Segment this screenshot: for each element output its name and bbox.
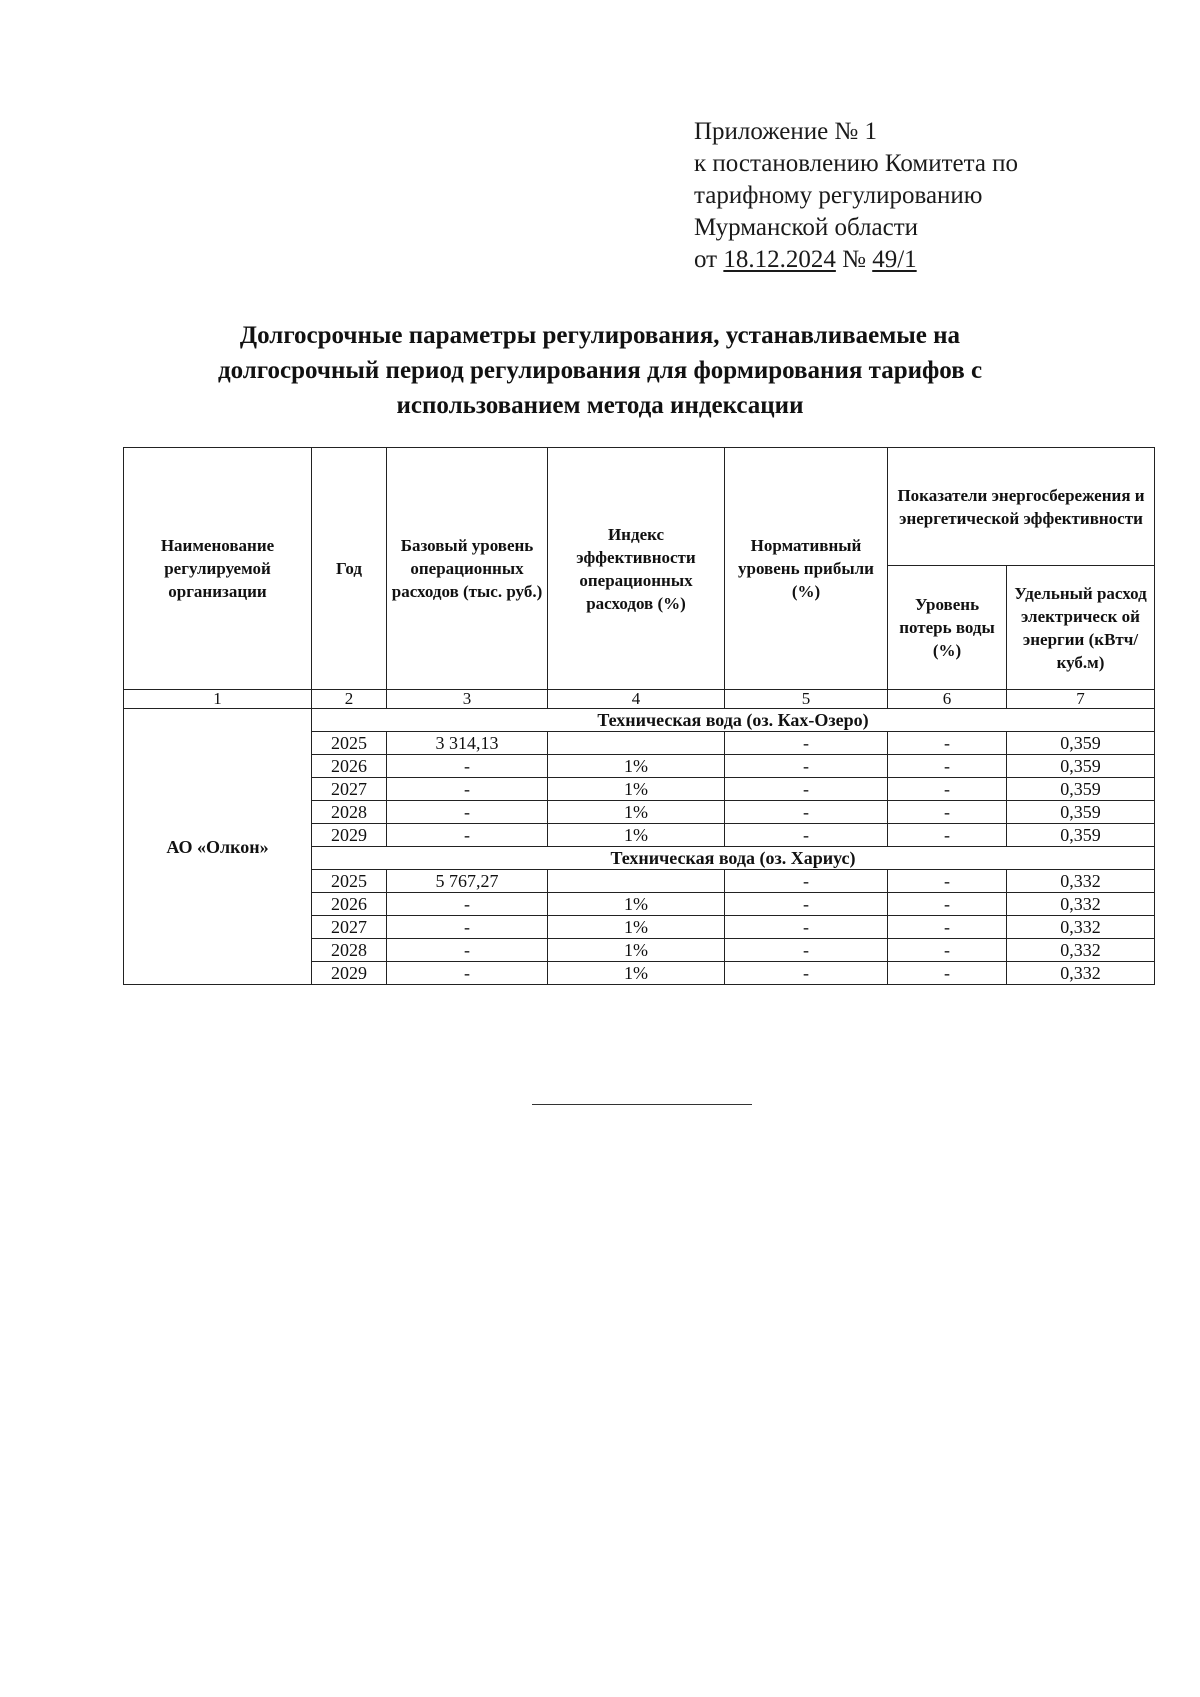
cell-loss: -	[888, 732, 1007, 755]
cell-index: 1%	[548, 755, 725, 778]
cell-index	[548, 732, 725, 755]
appendix-line: тарифному регулированию	[694, 182, 983, 209]
header-water-loss: Уровень потерь воды (%)	[888, 566, 1007, 690]
cell-base: -	[387, 801, 548, 824]
cell-specific: 0,359	[1007, 778, 1155, 801]
cell-loss: -	[888, 801, 1007, 824]
resolution-date: 18.12.2024	[723, 246, 836, 273]
column-number: 2	[312, 690, 387, 709]
column-number: 3	[387, 690, 548, 709]
organization-name: АО «Олкон»	[124, 709, 312, 985]
cell-specific: 0,359	[1007, 755, 1155, 778]
cell-base: 5 767,27	[387, 870, 548, 893]
column-number: 6	[888, 690, 1007, 709]
cell-index: 1%	[548, 962, 725, 985]
parameters-table	[123, 447, 1155, 985]
cell-base: -	[387, 824, 548, 847]
cell-year: 2025	[312, 870, 387, 893]
cell-profit: -	[725, 916, 888, 939]
cell-loss: -	[888, 870, 1007, 893]
cell-loss: -	[888, 916, 1007, 939]
cell-specific: 0,359	[1007, 824, 1155, 847]
header-energy-indicators: Показатели энергосбережения и энергетической эффективности	[888, 448, 1155, 566]
cell-specific: 0,332	[1007, 939, 1155, 962]
cell-specific: 0,332	[1007, 893, 1155, 916]
cell-profit: -	[725, 755, 888, 778]
cell-year: 2027	[312, 778, 387, 801]
header-base-opex: Базовый уровень операционных расходов (тыс. руб.)	[387, 448, 548, 690]
column-number: 7	[1007, 690, 1155, 709]
appendix-line: Приложение № 1	[694, 118, 878, 145]
cell-profit: -	[725, 939, 888, 962]
cell-base: 3 314,13	[387, 732, 548, 755]
section-title: Техническая вода (оз. Хариус)	[312, 847, 1155, 870]
document-title	[150, 318, 1050, 423]
title-line: долгосрочный период регулирования для формирования тарифов с	[217, 357, 983, 384]
header-year: Год	[312, 448, 387, 690]
cell-year: 2025	[312, 732, 387, 755]
cell-loss: -	[888, 939, 1007, 962]
cell-profit: -	[725, 801, 888, 824]
date-prefix: от	[694, 246, 724, 273]
cell-profit: -	[725, 870, 888, 893]
cell-index: 1%	[548, 824, 725, 847]
cell-year: 2028	[312, 801, 387, 824]
cell-specific: 0,332	[1007, 870, 1155, 893]
cell-year: 2029	[312, 962, 387, 985]
cell-base: -	[387, 962, 548, 985]
cell-index: 1%	[548, 778, 725, 801]
appendix-line: Мурманской области	[694, 214, 919, 241]
appendix-line: к постановлению Комитета по	[694, 150, 1019, 177]
appendix-block	[694, 116, 1018, 276]
header-specific-consumption: Удельный расход электрическ ой энергии (кВтч/куб.м)	[1007, 566, 1155, 690]
cell-specific: 0,332	[1007, 962, 1155, 985]
cell-profit: -	[725, 778, 888, 801]
header-org: Наименование регулируемой организации	[124, 448, 312, 690]
cell-year: 2029	[312, 824, 387, 847]
cell-loss: -	[888, 962, 1007, 985]
header-profit-level: Нормативный уровень прибыли (%)	[725, 448, 888, 690]
cell-base: -	[387, 755, 548, 778]
cell-index	[548, 870, 725, 893]
cell-year: 2027	[312, 916, 387, 939]
cell-specific: 0,332	[1007, 916, 1155, 939]
cell-index: 1%	[548, 916, 725, 939]
cell-loss: -	[888, 755, 1007, 778]
cell-base: -	[387, 939, 548, 962]
cell-base: -	[387, 778, 548, 801]
cell-loss: -	[888, 824, 1007, 847]
column-number: 1	[124, 690, 312, 709]
cell-base: -	[387, 893, 548, 916]
cell-loss: -	[888, 778, 1007, 801]
number-prefix: №	[835, 246, 873, 273]
cell-loss: -	[888, 893, 1007, 916]
resolution-number: 49/1	[872, 246, 917, 273]
cell-specific: 0,359	[1007, 732, 1155, 755]
column-number: 4	[548, 690, 725, 709]
cell-base: -	[387, 916, 548, 939]
cell-profit: -	[725, 824, 888, 847]
cell-index: 1%	[548, 893, 725, 916]
cell-year: 2026	[312, 755, 387, 778]
title-line: использованием метода индексации	[396, 392, 804, 419]
appendix-date-line	[694, 244, 1018, 276]
header-efficiency-index: Индекс эффективности операционных расходов (%)	[548, 448, 725, 690]
column-number: 5	[725, 690, 888, 709]
cell-index: 1%	[548, 939, 725, 962]
cell-profit: -	[725, 962, 888, 985]
cell-index: 1%	[548, 801, 725, 824]
section-title: Техническая вода (оз. Ках-Озеро)	[312, 709, 1155, 732]
cell-profit: -	[725, 893, 888, 916]
closing-separator-line	[532, 1104, 752, 1105]
cell-year: 2028	[312, 939, 387, 962]
cell-profit: -	[725, 732, 888, 755]
title-line: Долгосрочные параметры регулирования, устанавливаемые на	[239, 322, 961, 349]
cell-year: 2026	[312, 893, 387, 916]
cell-specific: 0,359	[1007, 801, 1155, 824]
